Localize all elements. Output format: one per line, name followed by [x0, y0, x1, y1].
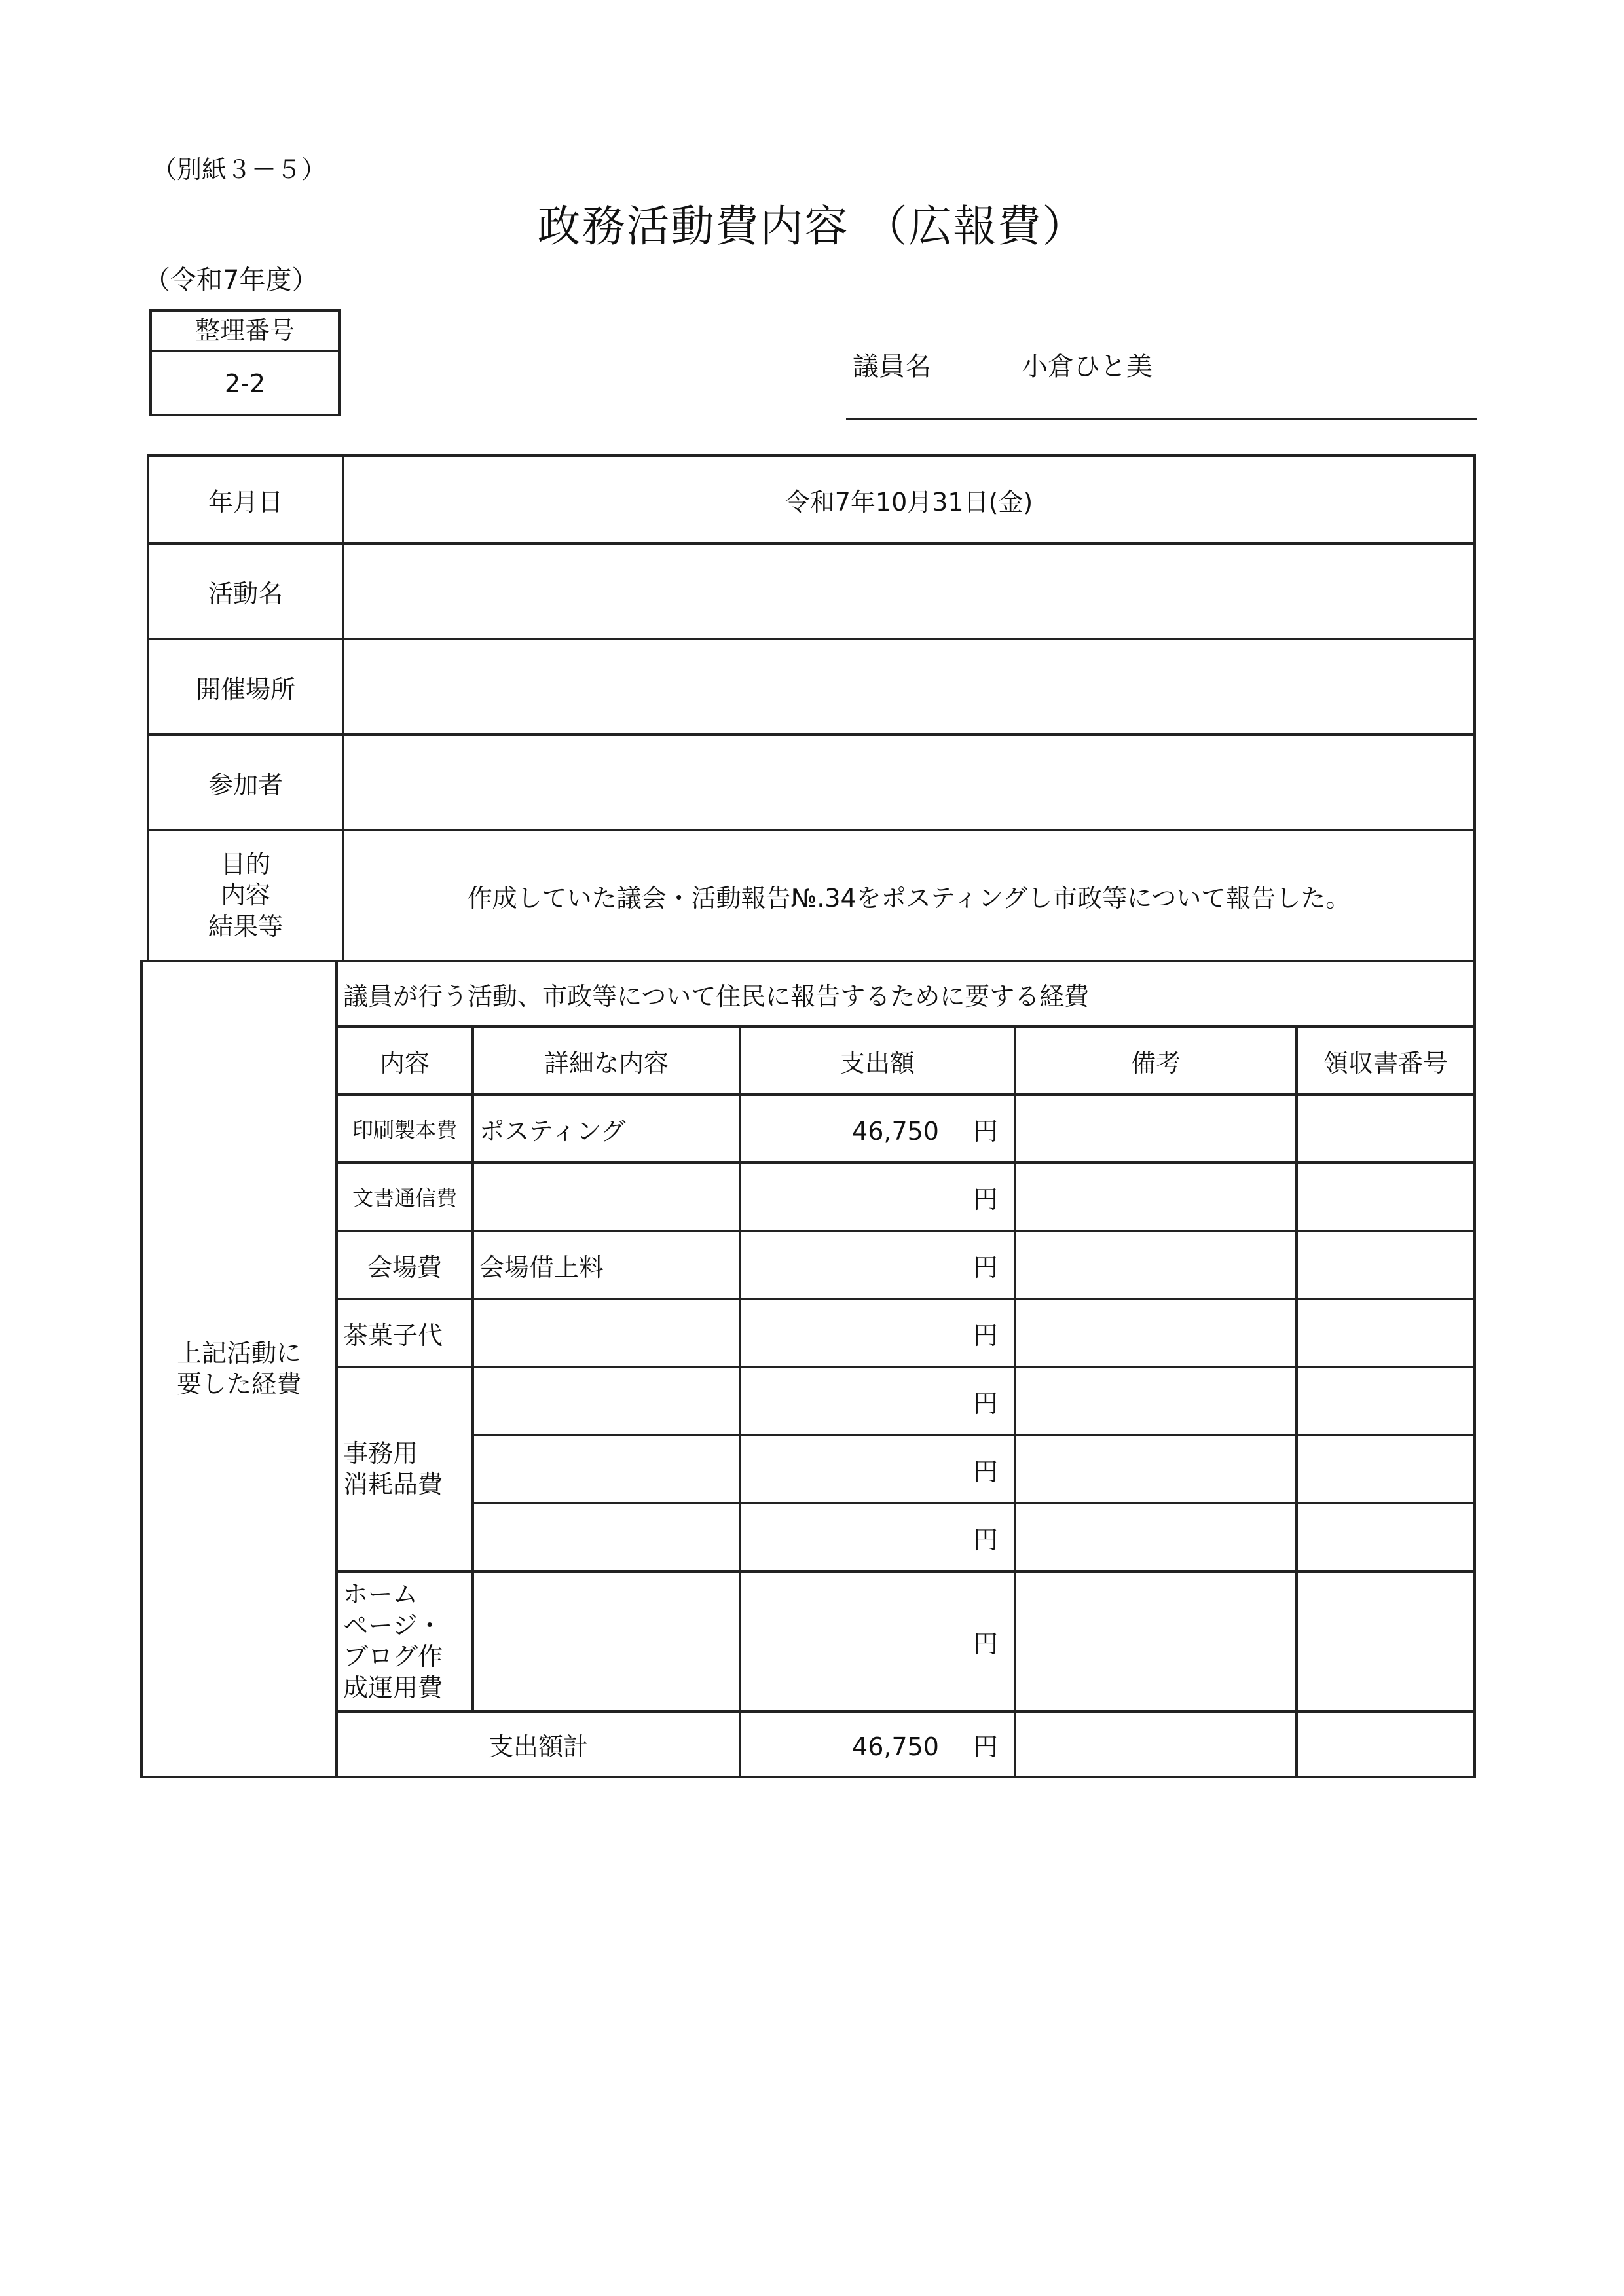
yen-unit: 円 — [972, 1116, 998, 1146]
yen-unit: 円 — [972, 1525, 998, 1554]
expense-item: 印刷製本費 — [337, 1095, 473, 1163]
expense-row-office-supplies-1 — [141, 1367, 1475, 1435]
expense-receipt — [1297, 1095, 1475, 1163]
purpose-row — [148, 830, 1475, 961]
expense-section-label — [141, 961, 337, 1777]
purpose-label-line-3: 結果等 — [208, 911, 283, 941]
expense-receipt — [1297, 1231, 1475, 1299]
yen-unit: 円 — [972, 1629, 998, 1658]
total-amount-value: 46,750 — [852, 1732, 939, 1761]
expense-row-printing — [141, 1095, 1475, 1163]
col-note-header: 備考 — [1015, 1027, 1297, 1095]
expense-description-row — [141, 961, 1475, 1027]
expense-item-office-supplies — [337, 1367, 473, 1571]
expense-amount — [740, 1231, 1015, 1299]
expense-item: 会場費 — [337, 1231, 473, 1299]
document-reference: （別紙３－５） — [152, 155, 327, 184]
expense-receipt — [1297, 1163, 1475, 1231]
expense-note — [1015, 1299, 1297, 1367]
total-receipt — [1297, 1711, 1475, 1777]
expense-receipt — [1297, 1299, 1475, 1367]
member-underline — [846, 418, 1477, 420]
purpose-label — [148, 830, 343, 961]
member-label: 議員名 — [853, 352, 931, 382]
yen-unit: 円 — [972, 1252, 998, 1282]
reference-number-label: 整理番号 — [152, 312, 338, 352]
expense-row-refreshments — [141, 1299, 1475, 1367]
expense-note — [1015, 1367, 1297, 1435]
yen-unit: 円 — [972, 1321, 998, 1350]
expense-amount — [740, 1163, 1015, 1231]
expenses-table — [140, 960, 1476, 1778]
col-receipt-header: 領収書番号 — [1297, 1027, 1475, 1095]
expense-note — [1015, 1503, 1297, 1571]
expense-item-website — [337, 1571, 473, 1711]
venue-row — [148, 639, 1475, 735]
expense-amount — [740, 1367, 1015, 1435]
participants-row — [148, 735, 1475, 830]
date-row — [148, 456, 1475, 543]
expense-total-row — [141, 1711, 1475, 1777]
expense-amount — [740, 1503, 1015, 1571]
website-line-1: ホーム — [343, 1580, 418, 1609]
purpose-value: 作成していた議会・活動報告№.34をポスティングし市政等について報告した。 — [343, 830, 1475, 961]
venue-value — [343, 639, 1475, 735]
expense-receipt — [1297, 1571, 1475, 1711]
activity-name-row — [148, 543, 1475, 639]
expense-receipt — [1297, 1367, 1475, 1435]
website-line-4: 成運用費 — [343, 1673, 443, 1702]
expense-item: 茶菓子代 — [337, 1299, 473, 1367]
date-label: 年月日 — [148, 456, 343, 543]
yen-unit: 円 — [972, 1457, 998, 1486]
reference-number-value: 2-2 — [224, 369, 266, 398]
expense-note — [1015, 1435, 1297, 1503]
expense-amount — [740, 1571, 1015, 1711]
expense-detail — [473, 1367, 740, 1435]
expense-amount-value: 46,750 — [852, 1116, 939, 1146]
fiscal-year: （令和7年度） — [144, 265, 318, 295]
office-supplies-line-1: 事務用 — [343, 1438, 418, 1468]
expense-amount — [740, 1095, 1015, 1163]
expense-item: 文書通信費 — [337, 1163, 473, 1231]
activity-name-label: 活動名 — [148, 543, 343, 639]
date-value: 令和7年10月31日(金) — [343, 456, 1475, 543]
participants-value — [343, 735, 1475, 830]
expense-amount — [740, 1435, 1015, 1503]
purpose-label-line-1: 目的 — [220, 849, 270, 879]
expense-row-venue — [141, 1231, 1475, 1299]
expense-detail — [473, 1163, 740, 1231]
activity-name-value — [343, 543, 1475, 639]
total-label: 支出額計 — [337, 1711, 740, 1777]
yen-unit: 円 — [972, 1389, 998, 1418]
expense-detail — [473, 1435, 740, 1503]
expense-receipt — [1297, 1435, 1475, 1503]
yen-unit: 円 — [972, 1184, 998, 1214]
expense-detail: 会場借上料 — [473, 1231, 740, 1299]
expense-detail — [473, 1503, 740, 1571]
participants-label: 参加者 — [148, 735, 343, 830]
total-amount — [740, 1711, 1015, 1777]
expense-detail: ポスティング — [473, 1095, 740, 1163]
activity-table — [147, 454, 1476, 962]
expense-note — [1015, 1231, 1297, 1299]
col-amount-header: 支出額 — [740, 1027, 1015, 1095]
expense-section-label-line-2: 要した経費 — [176, 1370, 301, 1398]
expense-section-label-line-1: 上記活動に — [176, 1338, 301, 1368]
expense-note — [1015, 1163, 1297, 1231]
expense-detail — [473, 1299, 740, 1367]
purpose-label-line-2: 内容 — [220, 881, 270, 910]
expense-description: 議員が行う活動、市政等について住民に報告するために要する経費 — [337, 961, 1475, 1027]
yen-unit: 円 — [972, 1732, 998, 1761]
website-line-2: ページ・ — [343, 1611, 443, 1640]
expense-receipt — [1297, 1503, 1475, 1571]
page-title: 政務活動費内容 （広報費） — [537, 201, 1087, 251]
expense-detail — [473, 1571, 740, 1711]
expense-row-website — [141, 1571, 1475, 1711]
member-name: 小倉ひと美 — [1022, 352, 1153, 382]
expense-note — [1015, 1095, 1297, 1163]
total-note — [1015, 1711, 1297, 1777]
expense-note — [1015, 1571, 1297, 1711]
venue-label: 開催場所 — [148, 639, 343, 735]
office-supplies-line-2: 消耗品費 — [343, 1470, 443, 1499]
expense-row-communication — [141, 1163, 1475, 1231]
col-detail-header: 詳細な内容 — [473, 1027, 740, 1095]
website-line-3: ブログ作 — [343, 1642, 443, 1671]
expense-header-row — [141, 1027, 1475, 1095]
reference-number-box — [149, 309, 341, 416]
expense-amount — [740, 1299, 1015, 1367]
col-item-header: 内容 — [337, 1027, 473, 1095]
